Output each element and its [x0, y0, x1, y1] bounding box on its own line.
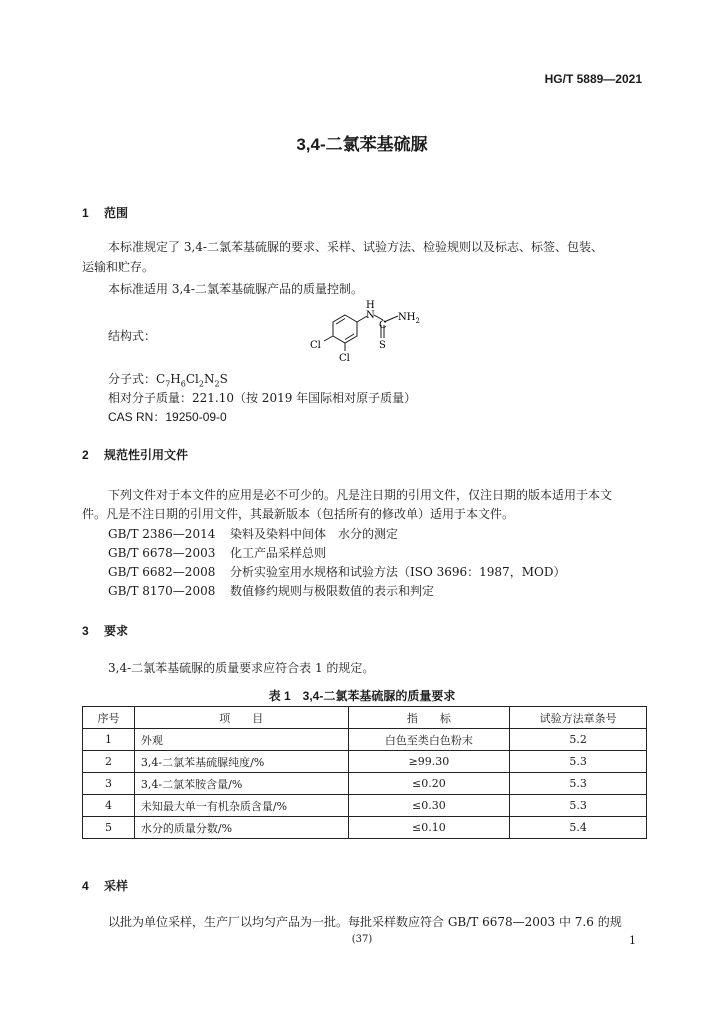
structural-formula — [310, 298, 440, 368]
table-cell: ≥99.30 — [348, 751, 510, 773]
atom-n: N — [366, 310, 375, 321]
section-number: 3 — [82, 624, 89, 638]
quality-requirements-table — [82, 706, 647, 839]
section-4-heading — [82, 877, 128, 894]
column-header: 序号 — [83, 707, 135, 729]
formula-element: N — [203, 372, 215, 386]
table-row — [83, 773, 647, 795]
section-number: 2 — [82, 448, 89, 462]
table-cell: ≤0.30 — [348, 795, 510, 817]
reference-title: 化工产品采样总则 — [230, 546, 327, 560]
formula-element: S — [219, 372, 228, 386]
standard-code: HG/T 5889—2021 — [544, 72, 642, 86]
reference-title: 染料及染料中间体 水分的测定 — [230, 527, 399, 541]
atom-s: S — [379, 340, 386, 351]
atom-c: C — [379, 320, 387, 331]
sampling-para: 以批为单位采样，生产厂以均匀产品为一批。每批采样数应符合 GB/T 6678—2003 中 7.6 的规 — [108, 915, 622, 929]
table-cell: 5.3 — [510, 773, 647, 795]
table-caption: 表 1 3,4-二氯苯基硫脲的质量要求 — [268, 689, 456, 703]
table-row — [83, 729, 647, 751]
formula-subscript: 6 — [180, 379, 186, 389]
formula-subscript: 2 — [198, 379, 204, 389]
reference-item — [108, 544, 326, 562]
table-cell: 外观 — [134, 729, 348, 751]
table-header-row — [83, 707, 647, 729]
atom-nh2: $NH_2$ — [398, 312, 420, 325]
molecular-mass-line: 相对分子质量：221.10（按 2019 年国际相对原子质量） — [108, 391, 417, 405]
scope-para1-line2: 运输和贮存。 — [82, 260, 155, 274]
table-cell: 未知最大单一有机杂质含量/% — [134, 795, 348, 817]
page-number: 1 — [629, 934, 636, 947]
reference-item — [108, 525, 398, 543]
section-title: 采样 — [104, 879, 129, 893]
cas-number: CAS RN：19250-09-0 — [108, 410, 227, 424]
section-title: 要求 — [104, 624, 129, 638]
table-row — [83, 795, 647, 817]
formula-element: Cl — [185, 372, 199, 386]
atom-cl-2: Cl — [339, 353, 350, 364]
table-cell: 5.4 — [510, 817, 647, 839]
table-cell: 5.2 — [510, 729, 647, 751]
formula-subscript: 7 — [165, 379, 171, 389]
molecular-formula — [156, 372, 228, 389]
table-cell: 5.3 — [510, 751, 647, 773]
table-cell: 3 — [83, 773, 135, 795]
formula-subscript: 2 — [214, 379, 220, 389]
scope-para1-line1: 本标准规定了 3,4-二氯苯基硫脲的要求、采样、试验方法、检验规则以及标志、标签、包装、 — [108, 240, 603, 254]
section-title: 规范性引用文件 — [104, 448, 189, 462]
table-row — [83, 817, 647, 839]
reference-code: GB/T 2386—2014 — [108, 527, 216, 541]
benzene-ring — [333, 315, 357, 343]
section-number: 1 — [82, 206, 89, 220]
table-row — [83, 751, 647, 773]
structure-label: 结构式： — [108, 329, 157, 343]
column-header: 指 标 — [348, 707, 510, 729]
table-cell: 3,4-二氯苯基硫脲纯度/% — [134, 751, 348, 773]
reference-code: GB/T 6682—2008 — [108, 565, 216, 579]
table-cell: 5.3 — [510, 795, 647, 817]
scope-para2: 本标准适用 3,4-二氯苯基硫脲产品的质量控制。 — [108, 282, 363, 296]
table-cell: ≤0.10 — [348, 817, 510, 839]
atom-cl-1: Cl — [310, 340, 321, 351]
column-header: 试验方法章条号 — [510, 707, 647, 729]
requirements-intro: 3,4-二氯苯基硫脲的质量要求应符合表 1 的规定。 — [108, 661, 375, 675]
section-3-heading — [82, 622, 128, 639]
formula-element: C — [156, 372, 166, 386]
table-cell: ≤0.20 — [348, 773, 510, 795]
formula-label: 分子式： — [108, 372, 157, 386]
table-cell: 白色至类白色粉末 — [348, 729, 510, 751]
table-cell: 3,4-二氯苯胺含量/% — [134, 773, 348, 795]
section-1-heading — [82, 204, 128, 221]
formula-element: H — [170, 372, 181, 386]
reference-title: 数值修约规则与极限数值的表示和判定 — [230, 584, 435, 598]
table-cell: 水分的质量分数/% — [134, 817, 348, 839]
footer-sequence-number: (37) — [351, 934, 373, 945]
reference-title: 分析实验室用水规格和试验方法（ISO 3696：1987，MOD） — [230, 565, 566, 579]
atom-h: H — [366, 300, 375, 311]
reference-code: GB/T 8170—2008 — [108, 584, 216, 598]
section-2-heading — [82, 446, 188, 463]
reference-code: GB/T 6678—2003 — [108, 546, 216, 560]
page-title: 3,4-二氯苯基硫脲 — [296, 135, 428, 154]
table-cell: 4 — [83, 795, 135, 817]
section-title: 范围 — [104, 206, 129, 220]
column-header: 项 目 — [134, 707, 348, 729]
reference-item — [108, 563, 565, 581]
section-number: 4 — [82, 879, 89, 893]
reference-item — [108, 582, 434, 600]
table-cell: 1 — [83, 729, 135, 751]
table-cell: 5 — [83, 817, 135, 839]
normative-intro-line1: 下列文件对于本文件的应用是必不可少的。凡是注日期的引用文件，仅注日期的版本适用于本文 — [108, 488, 613, 502]
normative-intro-line2: 件。凡是不注日期的引用文件，其最新版本（包括所有的修改单）适用于本文件。 — [82, 507, 515, 521]
table-cell: 2 — [83, 751, 135, 773]
